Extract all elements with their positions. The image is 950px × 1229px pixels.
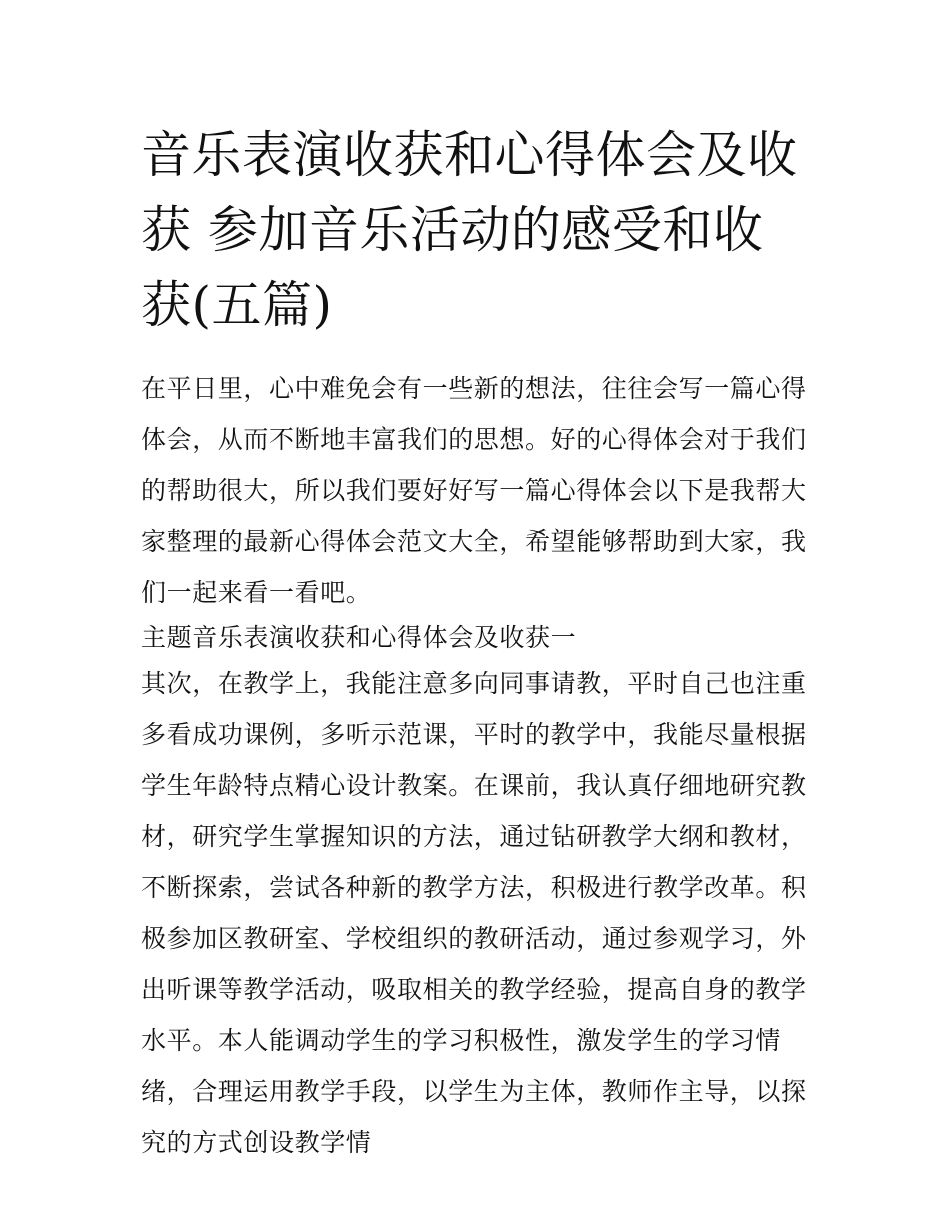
document-title: 音乐表演收获和心得体会及收获 参加音乐活动的感受和收获(五篇)	[141, 126, 798, 334]
intro-paragraph: 在平日里，心中难免会有一些新的想法，往往会写一篇心得体会，从而不断地丰富我们的思想。好的心得体会对于我们的帮助很大，所以我们要好好写一篇心得体会以下是我帮大家整理的最新心得体会范文大全，希望能够帮助到大家，我们一起来看一看吧。	[141, 374, 807, 607]
section-heading: 主题音乐表演收获和心得体会及收获一	[141, 623, 577, 652]
document-content	[141, 118, 813, 1168]
body-paragraph: 其次，在教学上，我能注意多向同事请教，平时自己也注重多看成功课例，多听示范课，平时的教学中，我能尽量根据学生年龄特点精心设计教案。在课前，我认真仔细地研究教材，研究学生掌握知识的方法，通过钻研教学大纲和教材，不断探索，尝试各种新的教学方法，积极进行教学改革。积极参加区教研室、学校组织的教研活动，通过参观学习，外出听课等教学活动，吸取相关的教学经验，提高自身的教学水平。本人能调动学生的学习积极性，激发学生的学习情绪，合理运用教学手段，以学生为主体，教师作主导，以探究的方式创设教学情	[141, 669, 807, 1157]
